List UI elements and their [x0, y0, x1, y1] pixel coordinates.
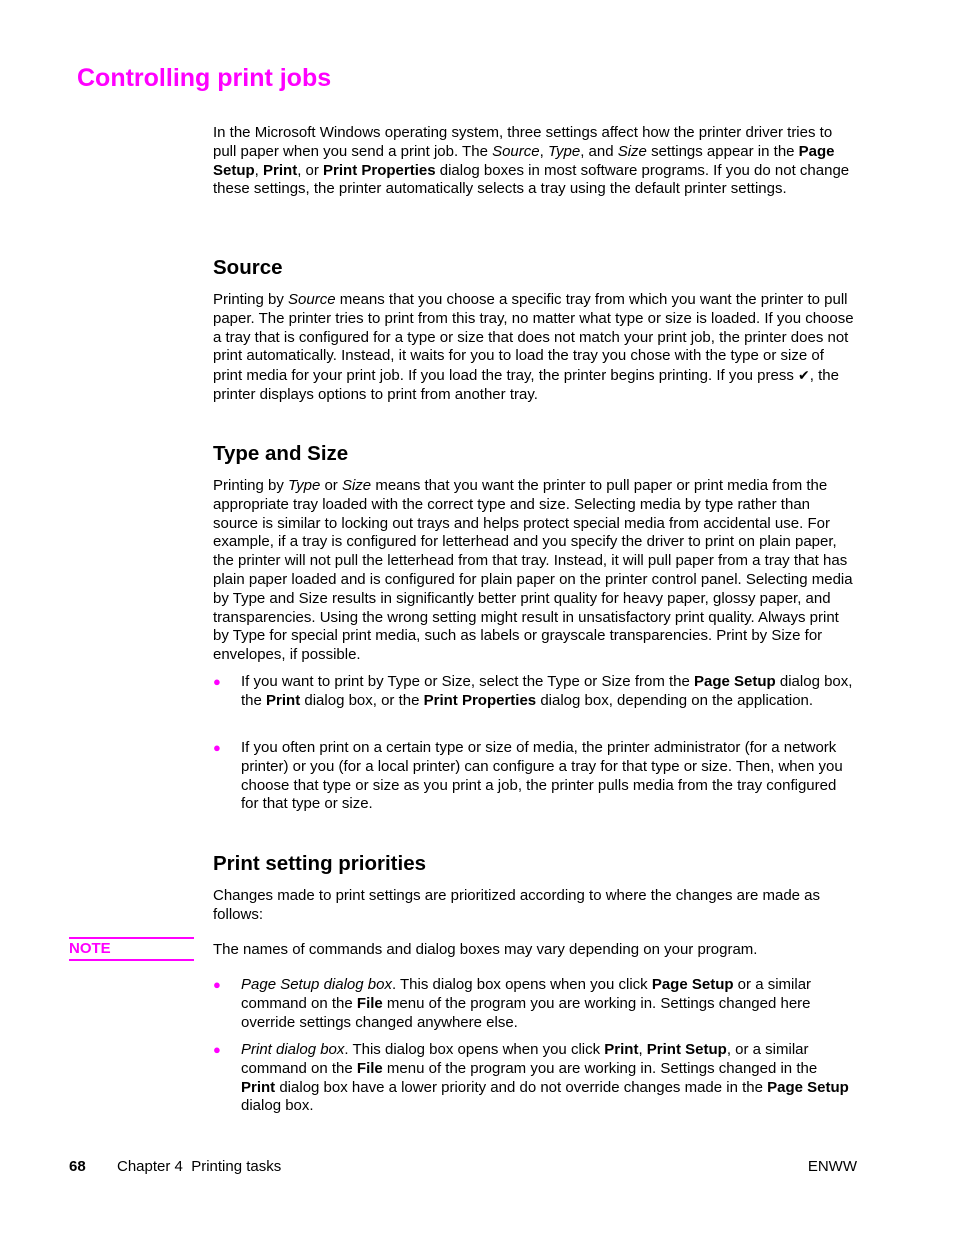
bold-term: Print [241, 1078, 276, 1096]
list-item-text: If you want to print by Type or Size, select the Type or Size from the Page Setup dialog box, the Print dialog box, or the Print Properties dialog box, depending on the application. [241, 673, 853, 709]
bold-term: Page Setup [213, 142, 835, 179]
footer-label: ENWW [807, 1158, 857, 1175]
bold-term: Print Setup [646, 1041, 727, 1058]
list-item-text: If you often print on a certain type or size of media, the printer administrator (for a network printer) or you (for a local printer) can configure a tray for that type or size. Then, when you choose that type or size as you print a job, the printer pulls media from the tray configured for that type or size. [241, 739, 843, 813]
page-title: Controlling print jobs [77, 64, 332, 92]
bold-term: Page Setup [651, 976, 734, 993]
bullet-icon: ● [213, 674, 221, 689]
bold-term: Print [263, 161, 298, 179]
type-size-paragraph: Printing by Type or Size means that you want the printer to pull paper or print media from the appropriate tray loaded with the correct type and size. Selecting media by type rather than source is similar to locking out trays and helps protect special media from accidental use. For example, if a tray is configured for letterhead and you specify the driver to print on plain paper, the printer will not pull the letterhead from that tray. Instead, it will pull paper from a tray that has plain paper loaded and is configured for plain paper on the printer control panel. Selecting media by Type and Size results in significantly better print quality for heavy paper, glossy paper, and transparencies. Using the wrong setting might result in unsatisfactory print quality. Always print by Type for special print media, such as labels or grayscale transparencies. Print by Size for envelopes, if possible. [213, 477, 853, 664]
bullet-icon: ● [213, 977, 221, 992]
bullet-icon: ● [213, 740, 221, 755]
italic-term: Size [617, 142, 647, 160]
source-paragraph: Printing by Source means that you choose a specific tray from which you want the printer to pull paper. The printer tries to print from this tray, no matter what type or size is loaded. If you choose a tray that is configured for a type or size that does not match your print job, the printer does not print automatically. Instead, it waits for you to load the tray you chose with the type or size of print media for your print job. If you load the tray, the printer begins printing. If you press ✔, the printer displays options to print from another tray. [213, 291, 854, 403]
section-heading-source: Source [213, 256, 283, 279]
list-item-text: Print dialog box. This dialog box opens when you click Print, Print Setup, or a similar command on the File menu of the program you are working in. Settings changed in the Print dialog box have a lower priority and do not override changes made in the Page Setup dialog box. [241, 1041, 849, 1115]
bold-term: Page Setup [767, 1078, 849, 1096]
list-item [213, 1041, 855, 1116]
list-item [213, 976, 855, 1032]
italic-term: Source [288, 291, 336, 308]
list-item-text: Page Setup dialog box. This dialog box opens when you click Page Setup or a similar command on the File menu of the program you are working in. Settings changed here override settings changed anywhere else. [241, 976, 812, 1031]
bold-term: File [356, 1059, 383, 1077]
section-heading-type-size: Type and Size [213, 442, 349, 465]
italic-term: Page Setup dialog box [241, 976, 392, 993]
bold-term: Print Properties [423, 691, 537, 709]
note-text: The names of commands and dialog boxes may vary depending on your program. [213, 941, 758, 958]
bold-term: Print [266, 691, 301, 709]
bullet-icon: ● [213, 1042, 221, 1057]
checkmark-icon: ✔ [798, 367, 810, 384]
note-label: NOTE [69, 937, 194, 961]
italic-term: Size [341, 477, 372, 494]
italic-term: Print dialog box [241, 1041, 345, 1058]
bold-term: File [356, 994, 383, 1012]
italic-term: Type [288, 477, 321, 494]
footer-chapter: Chapter 4 Printing tasks [117, 1158, 282, 1175]
priorities-paragraph: Changes made to print settings are prioritized according to where the changes are made as follows: [213, 887, 821, 923]
italic-term: Type [547, 142, 581, 160]
intro-paragraph: In the Microsoft Windows operating system, three settings affect how the printer driver tries to pull paper when you send a print job. The Source, Type, and Size settings appear in the Page Setup, Print, or Print Properties dialog boxes in most software programs. If you do not change these settings, the printer automatically selects a tray using the default printer settings. [213, 124, 850, 198]
bold-term: Print Properties [323, 161, 436, 179]
list-item [213, 673, 855, 711]
list-item [213, 739, 855, 814]
bold-term: Page Setup [694, 673, 776, 690]
page-number: 68 [69, 1158, 86, 1175]
italic-term: Source [492, 142, 540, 160]
section-heading-priorities: Print setting priorities [213, 852, 426, 875]
bold-term: Print [604, 1041, 639, 1058]
